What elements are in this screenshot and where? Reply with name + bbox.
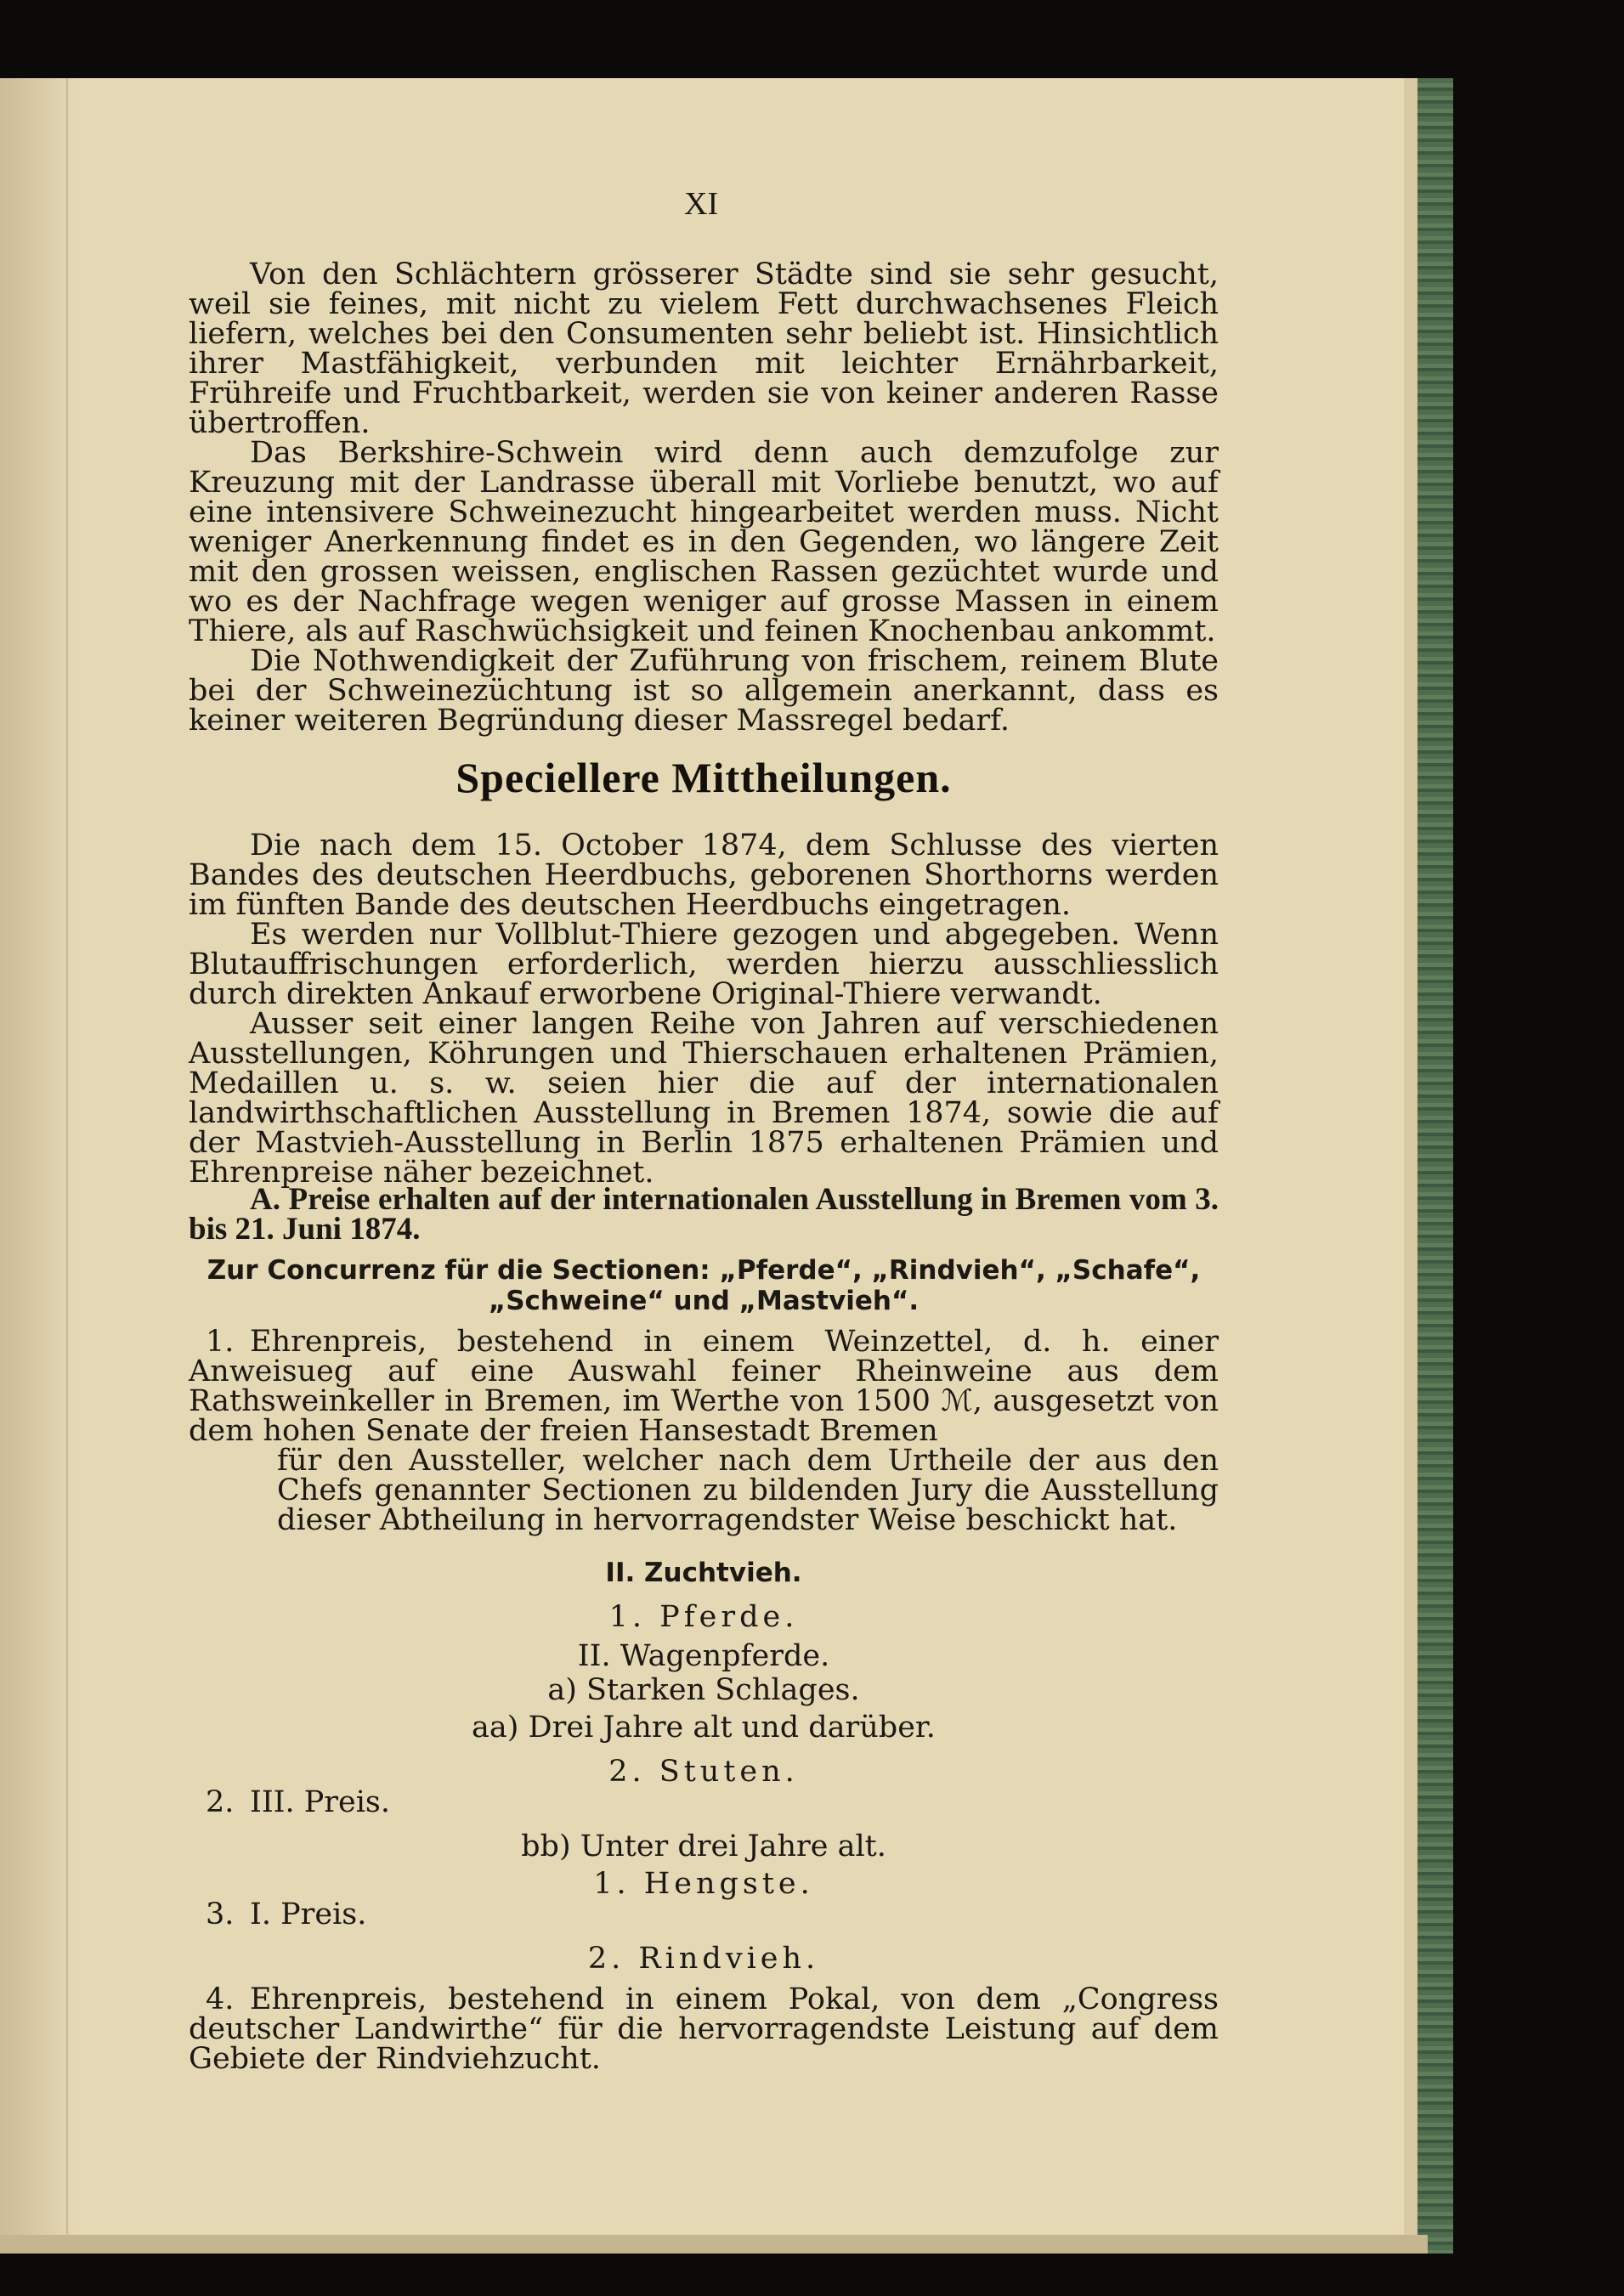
heading-rindvieh: 2. Rindvieh. [587,1942,820,1976]
heading-pferde: 1. Pferde. [608,1600,799,1634]
item-number: 2. [206,1785,235,1819]
item-text: III. Preis. [250,1785,391,1819]
paragraph: Ausser seit einer langen Reihe von Jahren auf verschiedenen Ausstellungen, Köhrungen und Thierschauen erhaltenen Prämien, Medaillen u. s. w. seien hier die auf der internationalen landwirthschaftlichen Ausstellung in Bremen 1874, sowie die auf der Mastvieh-Ausstellung in Berlin 1875 erhaltenen Prämien und Ehrenpreise näher bezeichnet. [189,1007,1219,1190]
item-text: Ehrenpreis, bestehend in einem Pokal, von dem „Congress deutscher Landwirthe“ für die hervorragendste Leistung auf dem Gebiete der Rindviehzucht. [189,1982,1219,2076]
competition-line-2: „Schweine“ und „Mastvieh“. [488,1286,920,1316]
item-text: I. Preis. [250,1897,367,1931]
item-text: Ehrenpreis, bestehend in einem Weinzettel, d. h. einer Anweisueg auf eine Auswahl feiner Rheinweine aus dem Rathsweinkeller in Bremen, im Werthe von 1500 ℳ, ausgesetzt von dem hohen Senate der freien Hansestadt Bremen [189,1325,1219,1448]
paragraph: Die nach dem 15. October 1874, dem Schlusse des vierten Bandes des deutschen Heerdbuchs, geborenen Shorthorns werden im fünften Bande des deutschen Heerdbuchs eingetragen. [189,828,1219,922]
intro-block [189,257,1219,738]
section-block [189,828,1219,1190]
heading-starken: a) Starken Schlages. [547,1673,860,1707]
item-number: 4. [206,1982,235,2016]
heading-unter-drei: bb) Unter drei Jahre alt. [521,1829,886,1863]
subheading-a: A. Preise erhalten auf der internationalen Ausstellung in Bremen vom 3. bis 21. Juni 1874. [189,1182,1219,1247]
list-item [189,1327,1219,1535]
heading-wagenpferde: II. Wagenpferde. [577,1639,830,1673]
paragraph: Das Berkshire-Schwein wird denn auch demzufolge zur Kreuzung mit der Landrasse überall mit Vorliebe benutzt, wo auf eine intensivere Schweinezucht hingearbeitet werden muss. Nicht weniger Anerkennung findet es in den Gegenden, wo längere Zeit mit den grossen weissen, englischen Rassen gezüchtet wurde und wo es der Nachfrage wegen weniger auf grosse Massen in einem Thiere, als auf Raschwüchsigkeit und feinen Knochenbau ankommt. [189,436,1219,648]
item-number: 3. [206,1897,235,1931]
gutter-line [66,78,68,2254]
heading-hengste: 1. Hengste. [593,1867,814,1901]
item-continuation: für den Aussteller, welcher nach dem Urtheile der aus den Chefs genannter Sectionen zu bildenden Jury die Ausstellung dieser Abtheilung in hervorragendster Weise beschickt hat. [277,1444,1219,1537]
page-bottom-edge [0,2235,1428,2254]
section-heading: Speciellere Mittheilungen. [456,754,952,801]
item-number: 1. [206,1325,235,1359]
page-edge [1404,78,1417,2254]
competition-line-1: Zur Concurrenz für die Sectionen: „Pferde“, „Rindvieh“, „Schafe“, [207,1255,1201,1286]
heading-stuten: 2. Stuten. [608,1755,799,1789]
book-spine [1417,78,1453,2254]
heading-drei-jahre: aa) Drei Jahre alt und darüber. [472,1711,936,1745]
page-gutter-shadow [0,78,76,2254]
paragraph: Von den Schlächtern grösserer Städte sind sie sehr gesucht, weil sie feines, mit nicht zu vielem Fett durchwachsenes Fleich liefern, welches bei den Consumenten sehr beliebt ist. Hinsichtlich ihrer Mastfähigkeit, verbunden mit leichter Ernährbarkeit, Frühreife und Fruchtbarkeit, werden sie von keiner anderen Rasse übertroffen. [189,257,1219,440]
page-number: XI [684,186,719,222]
heading-zuchtvieh: II. Zuchtvieh. [605,1558,802,1588]
paragraph: Die Nothwendigkeit der Zuführung von frischem, reinem Blute bei der Schweinezüchtung ist so allgemein anerkannt, dass es keiner weiteren Begründung dieser Massregel bedarf. [189,644,1219,738]
list-item [189,1982,1219,2076]
paragraph: Es werden nur Vollblut-Thiere gezogen und abgegeben. Wenn Blutauffrischungen erforderlich, werden hierzu ausschliesslich durch direkten Ankauf erworbene Original-Thiere verwandt. [189,918,1219,1011]
